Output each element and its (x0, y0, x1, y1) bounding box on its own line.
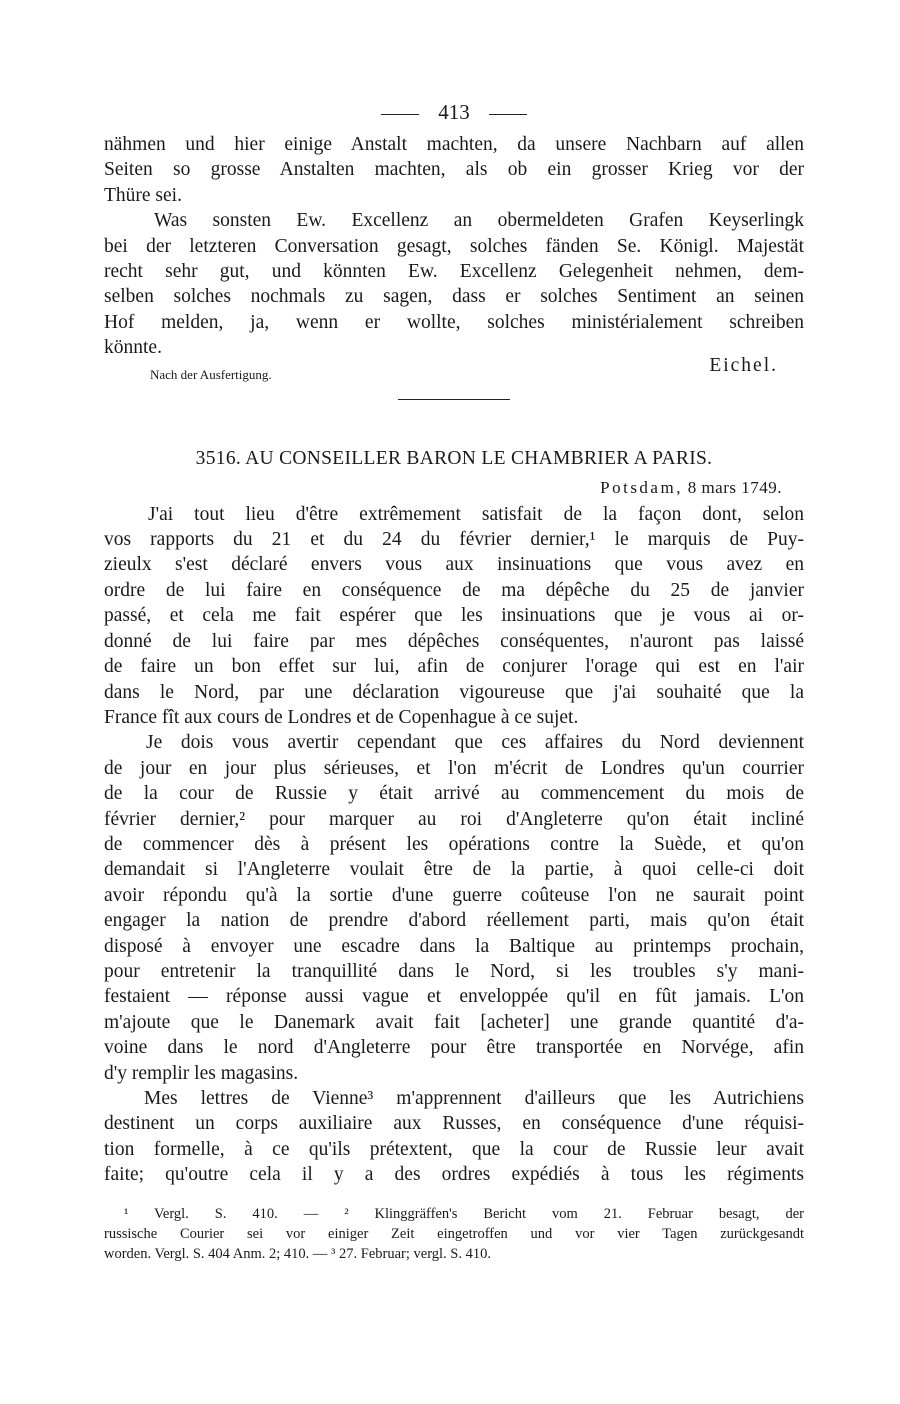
dateline (104, 478, 782, 498)
opening-paragraph (104, 132, 804, 208)
source-note: Nach der Ausfertigung. (150, 366, 272, 382)
text-line: Hof melden, ja, wenn er wollte, solches ministérialement schreiben (104, 311, 804, 333)
signature: Eichel. (709, 354, 778, 376)
text-line: recht sehr gut, und könnten Ew. Excellenz Gelegenheit nehmen, dem- (104, 261, 804, 283)
text-line: Je dois vous avertir cependant que ces affaires du Nord deviennent (146, 732, 804, 754)
document-heading: 3516. AU CONSEILLER BARON LE CHAMBRIER A PARIS. (195, 447, 713, 469)
header-dash-left (381, 114, 419, 115)
page-header (104, 92, 804, 132)
dateline-place: Potsdam, (600, 477, 683, 497)
text-line: février dernier,² pour marquer au roi d'Angleterre qu'on était incliné (104, 808, 804, 830)
text-line: selben solches nochmals zu sagen, dass er solches Sentiment an seinen (104, 286, 804, 308)
text-line: Was sonsten Ew. Excellenz an obermeldeten Grafen Keyserlingk (154, 210, 804, 232)
text-line: engager la nation de prendre d'abord réellement parti, mais qu'on était (104, 910, 804, 932)
footnotes (104, 1204, 804, 1264)
text-line: voine dans le nord d'Angleterre pour être transportée en Norvége, afin (104, 1037, 804, 1059)
text-line: vos rapports du 21 et du 24 du février dernier,¹ le marquis de Puy- (104, 529, 804, 551)
signature-row (104, 354, 804, 389)
text-line: de faire un bon effet sur lui, afin de conjurer l'orage qui est en l'air (104, 656, 804, 678)
second-paragraph (104, 208, 804, 360)
body-paragraph-3 (104, 1086, 804, 1188)
text-line: tion formelle, à ce qu'ils prétextent, que la cour de Russie leur avait (104, 1138, 804, 1160)
text-line: disposé à envoyer une escadre dans la Baltique au printemps prochain, (104, 935, 804, 957)
text-line: faite; qu'outre cela il y a des ordres expédiés à tous les régiments (104, 1164, 804, 1186)
page-number: 413 (438, 100, 470, 124)
footnote-line: ¹ Vergl. S. 410. — ² Klinggräffen's Bericht vom 21. Februar besagt, der (124, 1205, 804, 1222)
text-line: destinent un corps auxiliaire aux Russes, en conséquence d'une réquisi- (104, 1113, 804, 1135)
text-line: zieulx s'est déclaré envers vous aux insinuations que vous avez en (104, 554, 804, 576)
text-line: Thüre sei. (104, 184, 182, 206)
footnote-line: worden. Vergl. S. 404 Anm. 2; 410. — ³ 27. Februar; vergl. S. 410. (104, 1245, 491, 1262)
body-paragraph-1 (104, 502, 804, 731)
text-line: J'ai tout lieu d'être extrêmement satisfait de la façon dont, selon (148, 503, 804, 525)
text-line: nähmen und hier einige Anstalt machten, da unsere Nachbarn auf allen (104, 134, 804, 155)
footnote-line: russische Courier sei vor einiger Zeit eingetroffen und vor vier Tagen zurückgesandt (104, 1225, 804, 1242)
text-line: ordre de lui faire en conséquence de ma dépêche du 25 de janvier (104, 579, 804, 601)
dateline-date: 8 mars 1749. (687, 477, 782, 497)
text-line: Seiten so grosse Anstalten machten, als ob ein grosser Krieg vor der (104, 159, 804, 181)
text-line: France fît aux cours de Londres et de Copenhague à ce sujet. (104, 706, 579, 728)
text-line: pour entretenir la tranquillité dans le Nord, si les troubles s'y mani- (104, 960, 804, 982)
text-line: avoir répondu qu'à la sortie d'une guerre coûteuse l'on ne saurait point (104, 884, 804, 906)
text-line: bei der letzteren Conversation gesagt, solches fänden Se. Königl. Majestät (104, 235, 804, 257)
text-line: donné de lui faire par mes dépêches conséquentes, n'auront pas laissé (104, 630, 804, 652)
text-line: passé, et cela me fait espérer que les insinuations que je vous ai or- (104, 605, 804, 627)
header-dash-right (489, 114, 527, 115)
text-line: dans le Nord, par une déclaration vigoureuse que j'ai souhaité que la (104, 681, 804, 703)
section-divider (398, 399, 510, 400)
book-page (104, 92, 804, 1264)
text-line: d'y remplir les magasins. (104, 1062, 299, 1084)
text-line: de jour en jour plus sérieuses, et l'on m'écrit de Londres qu'un courrier (104, 757, 804, 779)
body-paragraph-2 (104, 730, 804, 1086)
text-line: de la cour de Russie y était arrivé au commencement du mois de (104, 783, 804, 805)
text-line: m'ajoute que le Danemark avait fait [acheter] une grande quantité d'a- (104, 1011, 804, 1033)
text-line: könnte. (104, 337, 162, 359)
text-line: Mes lettres de Vienne³ m'apprennent d'ailleurs que les Autrichiens (144, 1088, 804, 1109)
text-line: festaient — réponse aussi vague et enveloppée qu'il en fût jamais. L'on (104, 986, 804, 1008)
text-line: de commencer dès à présent les opérations contre la Suède, et qu'on (104, 833, 804, 855)
text-line: demandait si l'Angleterre voulait être de la partie, à quoi celle-ci doit (104, 859, 804, 881)
